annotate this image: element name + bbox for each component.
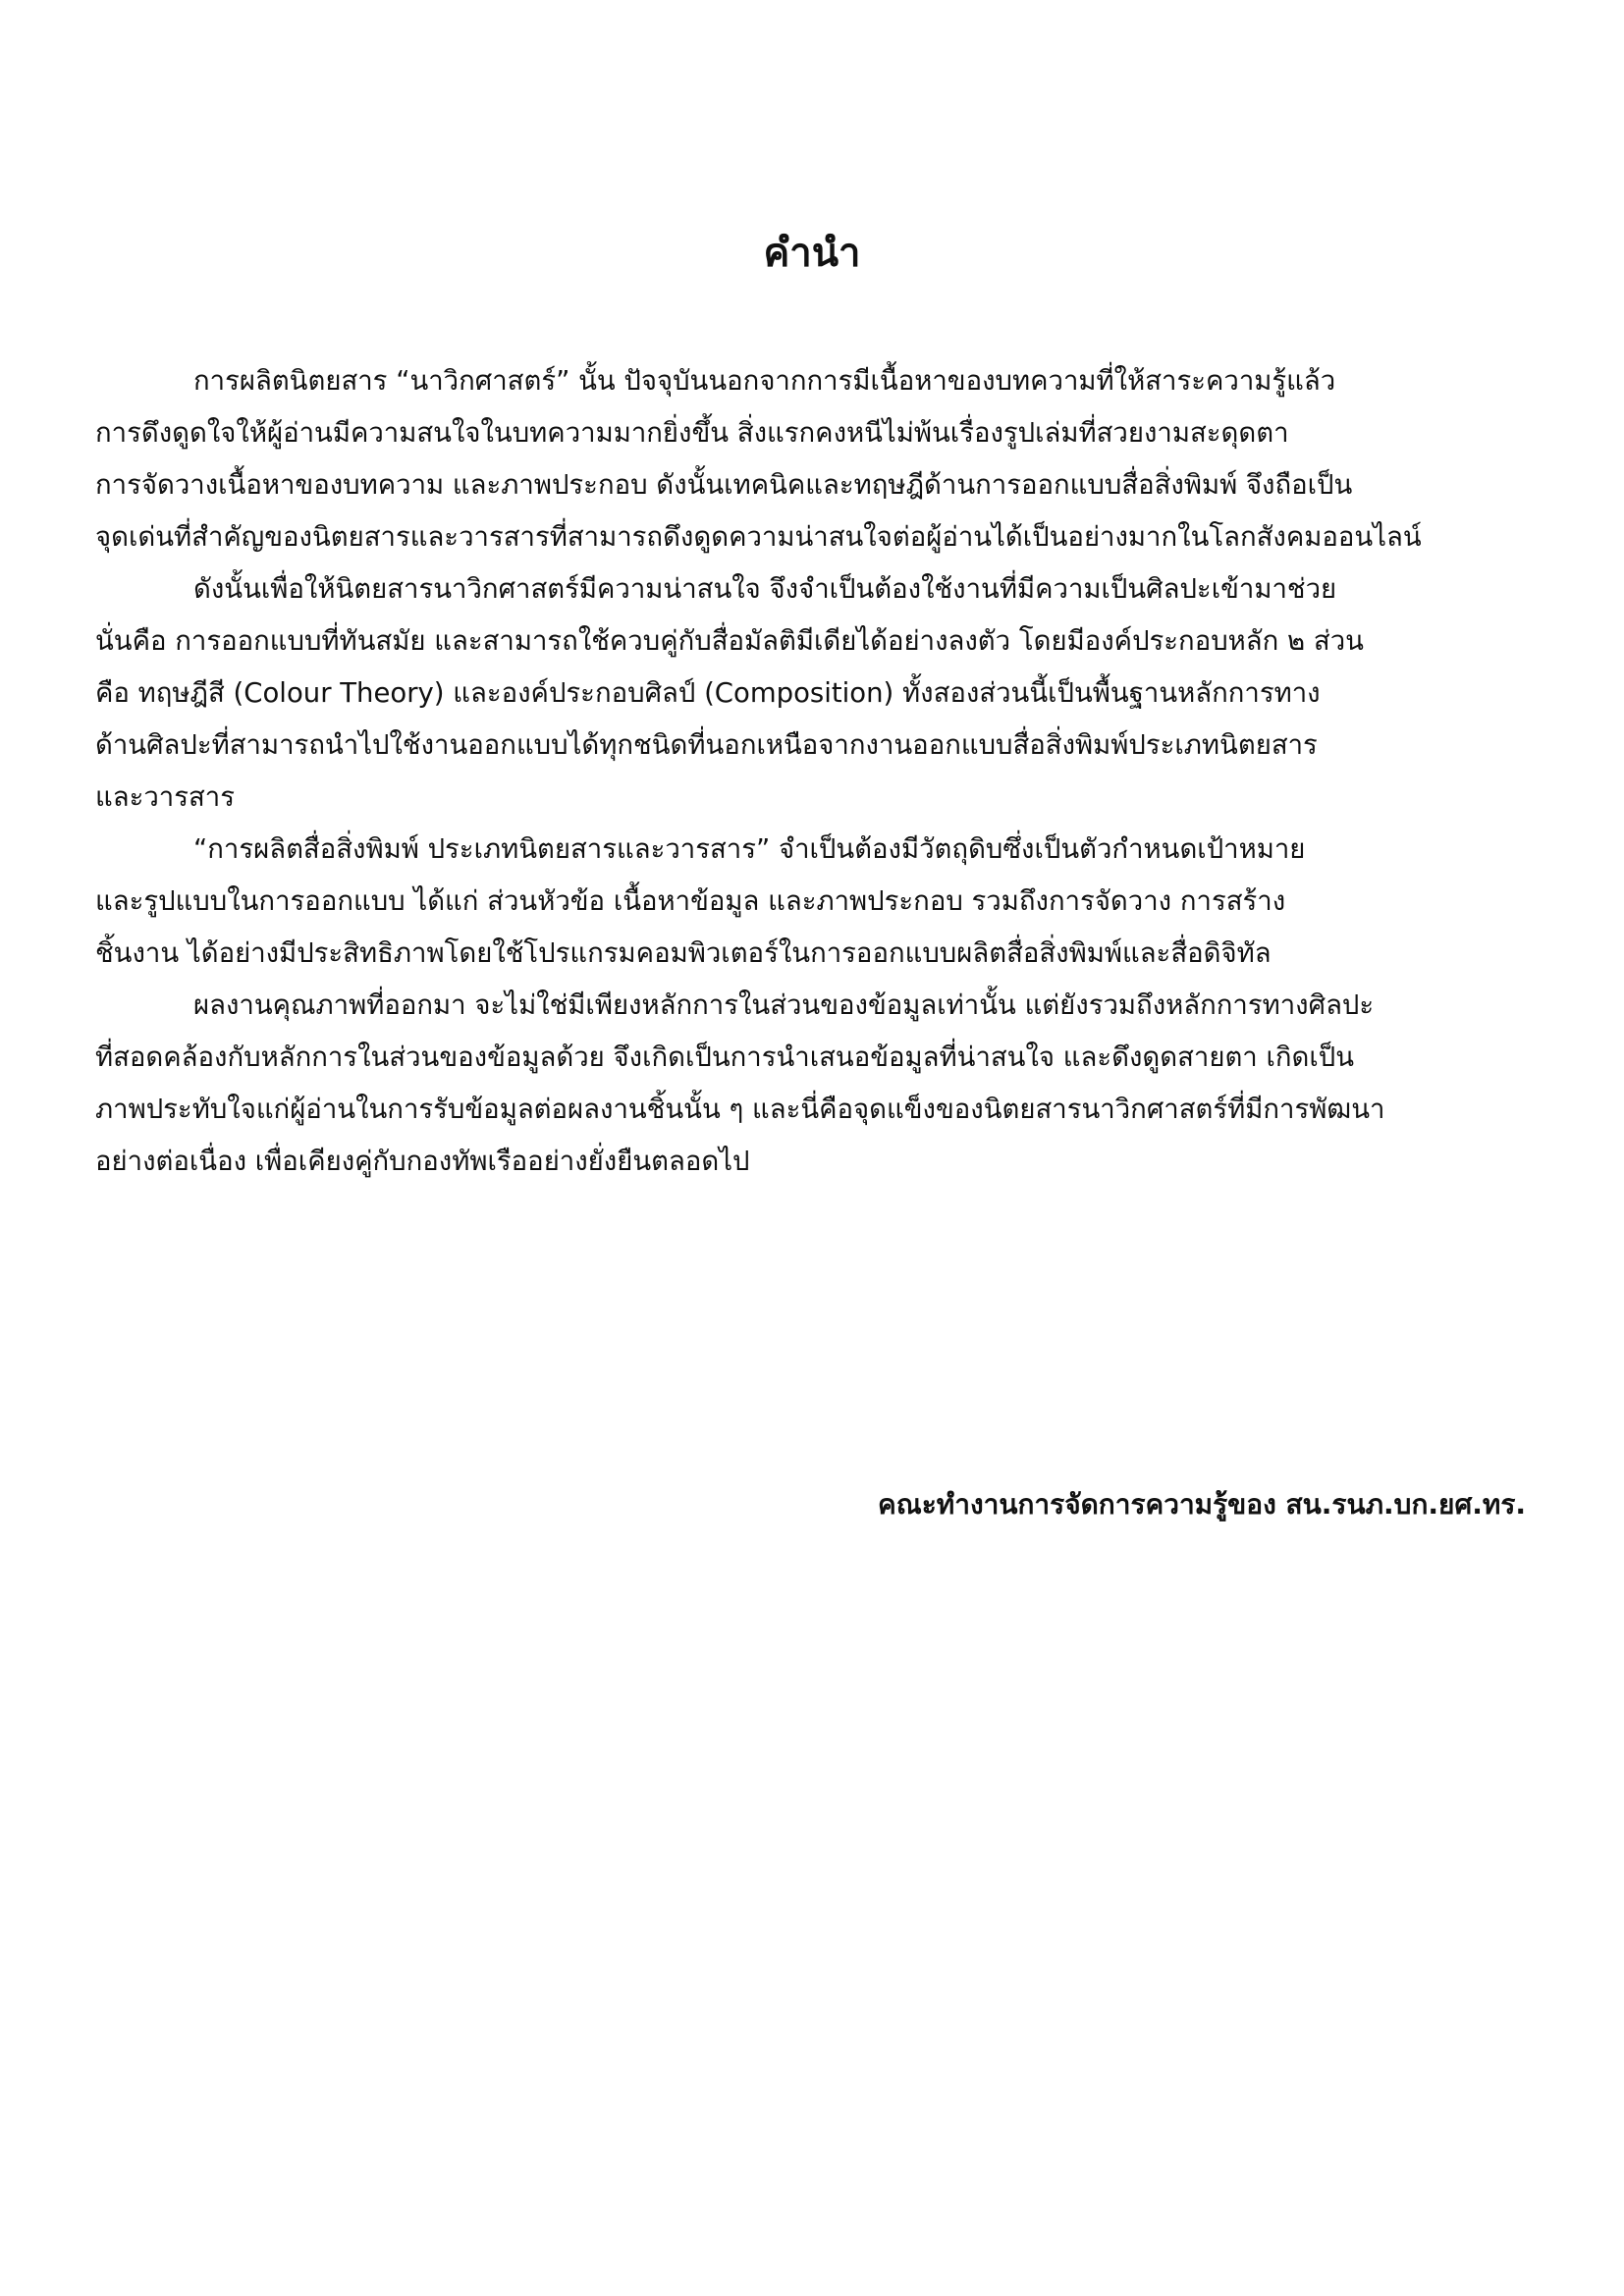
paragraph-2-line-3: คือ ทฤษฎีสี (Colour Theory) และองค์ประกอบศิลป์ (Composition) ทั้งสองส่วนนี้เป็นพื้นฐานหลักการทาง <box>95 677 1321 709</box>
paragraph-3-line-1: “การผลิตสื่อสิ่งพิมพ์ ประเภทนิตยสารและวารสาร” จำเป็นต้องมีวัตถุดิบซึ่งเป็นตัวกำหนดเป้าหมาย <box>193 833 1306 865</box>
signature: คณะทำงานการจัดการความรู้ของ สน.รนภ.บก.ยศ.ทร. <box>878 1488 1526 1521</box>
paragraph-4-line-2: ที่สอดคล้องกับหลักการในส่วนของข้อมูลด้วย จึงเกิดเป็นการนำเสนอข้อมูลที่น่าสนใจ และดึงดูดสายตา เกิดเป็น <box>95 1041 1355 1073</box>
paragraph-1-line-3: การจัดวางเนื้อหาของบทความ และภาพประกอบ ดังนั้นเทคนิคและทฤษฎีด้านการออกแบบสื่อสิ่งพิมพ์ จึงถือเป็น <box>95 469 1353 501</box>
paragraph-1-line-1: การผลิตนิตยสาร “นาวิกศาสตร์” นั้น ปัจจุบันนอกจากการมีเนื้อหาของบทความที่ให้สาระความรู้แล้ว <box>193 365 1336 397</box>
paragraph-4-line-4: อย่างต่อเนื่อง เพื่อเคียงคู่กับกองทัพเรืออย่างยั่งยืนตลอดไป <box>95 1146 750 1177</box>
paragraph-2-line-5: และวารสาร <box>95 781 235 813</box>
paragraph-3-line-3: ชิ้นงาน ได้อย่างมีประสิทธิภาพโดยใช้โปรแกรมคอมพิวเตอร์ในการออกแบบผลิตสื่อสิ่งพิมพ์และสื่อดิจิทัล <box>95 937 1272 969</box>
page-title: คำนำ <box>763 231 861 276</box>
paragraph-2-line-4: ด้านศิลปะที่สามารถนำไปใช้งานออกแบบได้ทุกชนิดที่นอกเหนือจากงานออกแบบสื่อสิ่งพิมพ์ประเภทนิตยสาร <box>95 729 1318 761</box>
paragraph-1-line-4: จุดเด่นที่สำคัญของนิตยสารและวารสารที่สามารถดึงดูดความน่าสนใจต่อผู้อ่านได้เป็นอย่างมากในโลกสังคมออนไลน์ <box>95 521 1422 553</box>
paragraph-1-line-2: การดึงดูดใจให้ผู้อ่านมีความสนใจในบทความมากยิ่งขึ้น สิ่งแรกคงหนีไม่พ้นเรื่องรูปเล่มที่สวยงามสะดุดตา <box>95 417 1289 449</box>
paragraph-3-line-2: และรูปแบบในการออกแบบ ได้แก่ ส่วนหัวข้อ เนื้อหาข้อมูล และภาพประกอบ รวมถึงการจัดวาง การสร้าง <box>95 885 1286 917</box>
paragraph-2-line-2: นั่นคือ การออกแบบที่ทันสมัย และสามารถใช้ควบคู่กับสื่อมัลติมีเดียได้อย่างลงตัว โดยมีองค์ประกอบหลัก ๒ ส่วน <box>95 625 1364 657</box>
paragraph-2-line-1: ดังนั้นเพื่อให้นิตยสารนาวิกศาสตร์มีความน่าสนใจ จึงจำเป็นต้องใช้งานที่มีความเป็นศิลปะเข้ามาช่วย <box>193 573 1337 605</box>
paragraph-4-line-3: ภาพประทับใจแก่ผู้อ่านในการรับข้อมูลต่อผลงานชิ้นนั้น ๆ และนี่คือจุดแข็งของนิตยสารนาวิกศาสตร์ที่มีการพัฒนา <box>95 1094 1385 1125</box>
preface-body <box>95 355 1529 1188</box>
paragraph-4-line-1: ผลงานคุณภาพที่ออกมา จะไม่ใช่มีเพียงหลักการในส่วนของข้อมูลเท่านั้น แต่ยังรวมถึงหลักการทางศิลปะ <box>193 989 1375 1021</box>
